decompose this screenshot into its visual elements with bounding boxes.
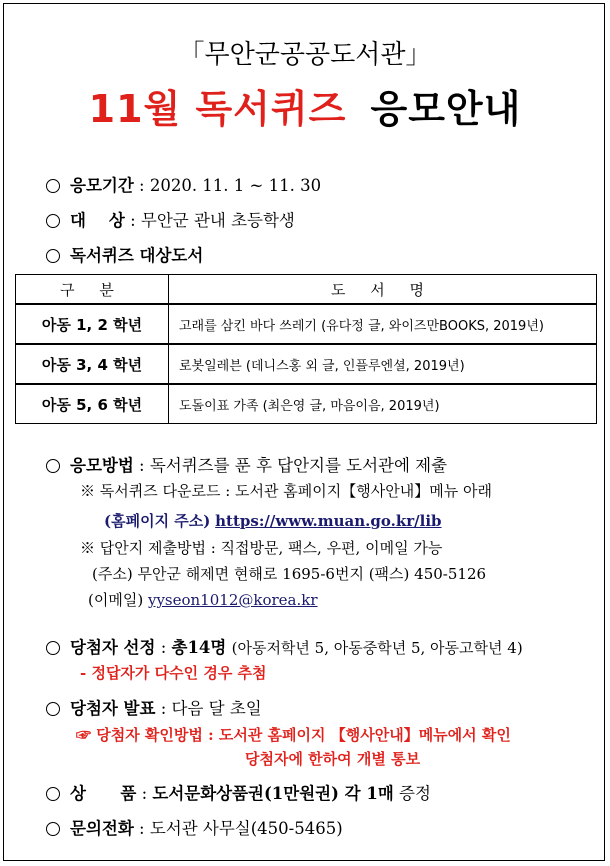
books-heading: 독서퀴즈 대상도서 <box>70 246 204 265</box>
prize-line: 상 품 : 도서문화상품권(1만원권) 각 1매 증정 <box>46 780 431 804</box>
download-info: ※ 독서퀴즈 다운로드 : 도서관 홈페이지【행사안내】메뉴 아래 <box>80 482 492 500</box>
library-name: 「무안군공공도서관」 <box>178 40 432 70</box>
email-line <box>88 589 318 610</box>
book-cell: 도돌이표 가족 (최은영 글, 마음이음, 2019년) <box>169 384 597 424</box>
contact-label: 문의전화 <box>70 819 134 838</box>
address-info: (주소) 무안군 해제면 현해로 1695-6번지 (팩스) 450-5126 <box>92 565 487 583</box>
table-row <box>16 384 597 424</box>
email-link[interactable]: yyseon1012@korea.kr <box>147 591 318 609</box>
table-row <box>16 344 597 384</box>
circle-bullet-icon <box>46 459 60 473</box>
target-label: 대 상 <box>70 211 125 230</box>
table-header-grade: 구 분 <box>16 275 169 305</box>
target-value: 무안군 관내 초등학생 <box>140 211 295 230</box>
homepage-line <box>104 510 442 531</box>
contact-line: 문의전화 : 도서관 사무실(450-5465) <box>46 815 343 839</box>
table-row <box>16 304 597 344</box>
circle-bullet-icon <box>46 641 60 655</box>
homepage-link[interactable]: https://www.muan.go.kr/lib <box>215 512 442 530</box>
table-header-book: 도 서 명 <box>169 275 597 305</box>
method-label: 응모방법 <box>70 456 134 475</box>
circle-bullet-icon <box>46 822 60 836</box>
method-value: 독서퀴즈를 푼 후 답안지를 도서관에 제출 <box>149 456 448 475</box>
winners-total: 총14명 <box>171 638 227 657</box>
period-label: 응모기간 <box>70 176 134 195</box>
check-method-line2: 당첨자에 한하여 개별 통보 <box>245 750 421 768</box>
circle-bullet-icon <box>46 179 60 193</box>
submit-info: ※ 답안지 제출방법 : 직접방문, 팩스, 우편, 이메일 가능 <box>80 539 443 557</box>
book-cell: 로봇일레븐 (데니스홍 외 글, 인플루엔셜, 2019년) <box>169 344 597 384</box>
period-line: 응모기간 : 2020. 11. 1 ~ 11. 30 <box>46 172 321 196</box>
winners-line: 당첨자 선정 : 총14명 (아동저학년 5, 아동중학년 5, 아동고학년 4) <box>46 634 523 658</box>
winners-note: - 정답자가 다수인 경우 추첨 <box>80 664 267 682</box>
page-title <box>0 78 610 133</box>
winners-label: 당첨자 선정 <box>70 638 156 657</box>
homepage-label: (홈페이지 주소) <box>104 512 211 530</box>
period-value: 2020. 11. 1 ~ 11. 30 <box>149 176 322 195</box>
grade-cell: 아동 3, 4 학년 <box>16 344 169 384</box>
method-line: 응모방법 : 독서퀴즈를 푼 후 답안지를 도서관에 제출 <box>46 452 447 476</box>
announce-label: 당첨자 발표 <box>70 699 156 718</box>
title-red: 11월 독서퀴즈 <box>88 87 347 131</box>
announce-line: 당첨자 발표 : 다음 달 초일 <box>46 695 262 719</box>
circle-bullet-icon <box>46 702 60 716</box>
grade-cell: 아동 5, 6 학년 <box>16 384 169 424</box>
books-table <box>15 274 597 424</box>
contact-value: 도서관 사무실(450-5465) <box>149 819 343 838</box>
circle-bullet-icon <box>46 249 60 263</box>
title-black: 응모안내 <box>370 87 522 131</box>
target-line: 대 상 : 무안군 관내 초등학생 <box>46 207 295 231</box>
prize-value: 도서문화상품권(1만원권) 각 1매 <box>152 784 394 803</box>
announce-value: 다음 달 초일 <box>171 699 262 718</box>
email-label: (이메일) <box>88 591 144 609</box>
prize-suffix: 증정 <box>399 784 431 803</box>
prize-label: 상 품 <box>70 784 137 803</box>
circle-bullet-icon <box>46 787 60 801</box>
winners-detail: (아동저학년 5, 아동중학년 5, 아동고학년 4) <box>231 639 523 657</box>
books-heading-line <box>46 242 203 266</box>
table-header-row <box>16 275 597 305</box>
grade-cell: 아동 1, 2 학년 <box>16 304 169 344</box>
check-method-line1: ☞ 당첨자 확인방법 : 도서관 홈페이지 【행사안내】메뉴에서 확인 <box>76 726 511 744</box>
circle-bullet-icon <box>46 214 60 228</box>
book-cell: 고래를 삼킨 바다 쓰레기 (유다정 글, 와이즈만BOOKS, 2019년) <box>169 304 597 344</box>
